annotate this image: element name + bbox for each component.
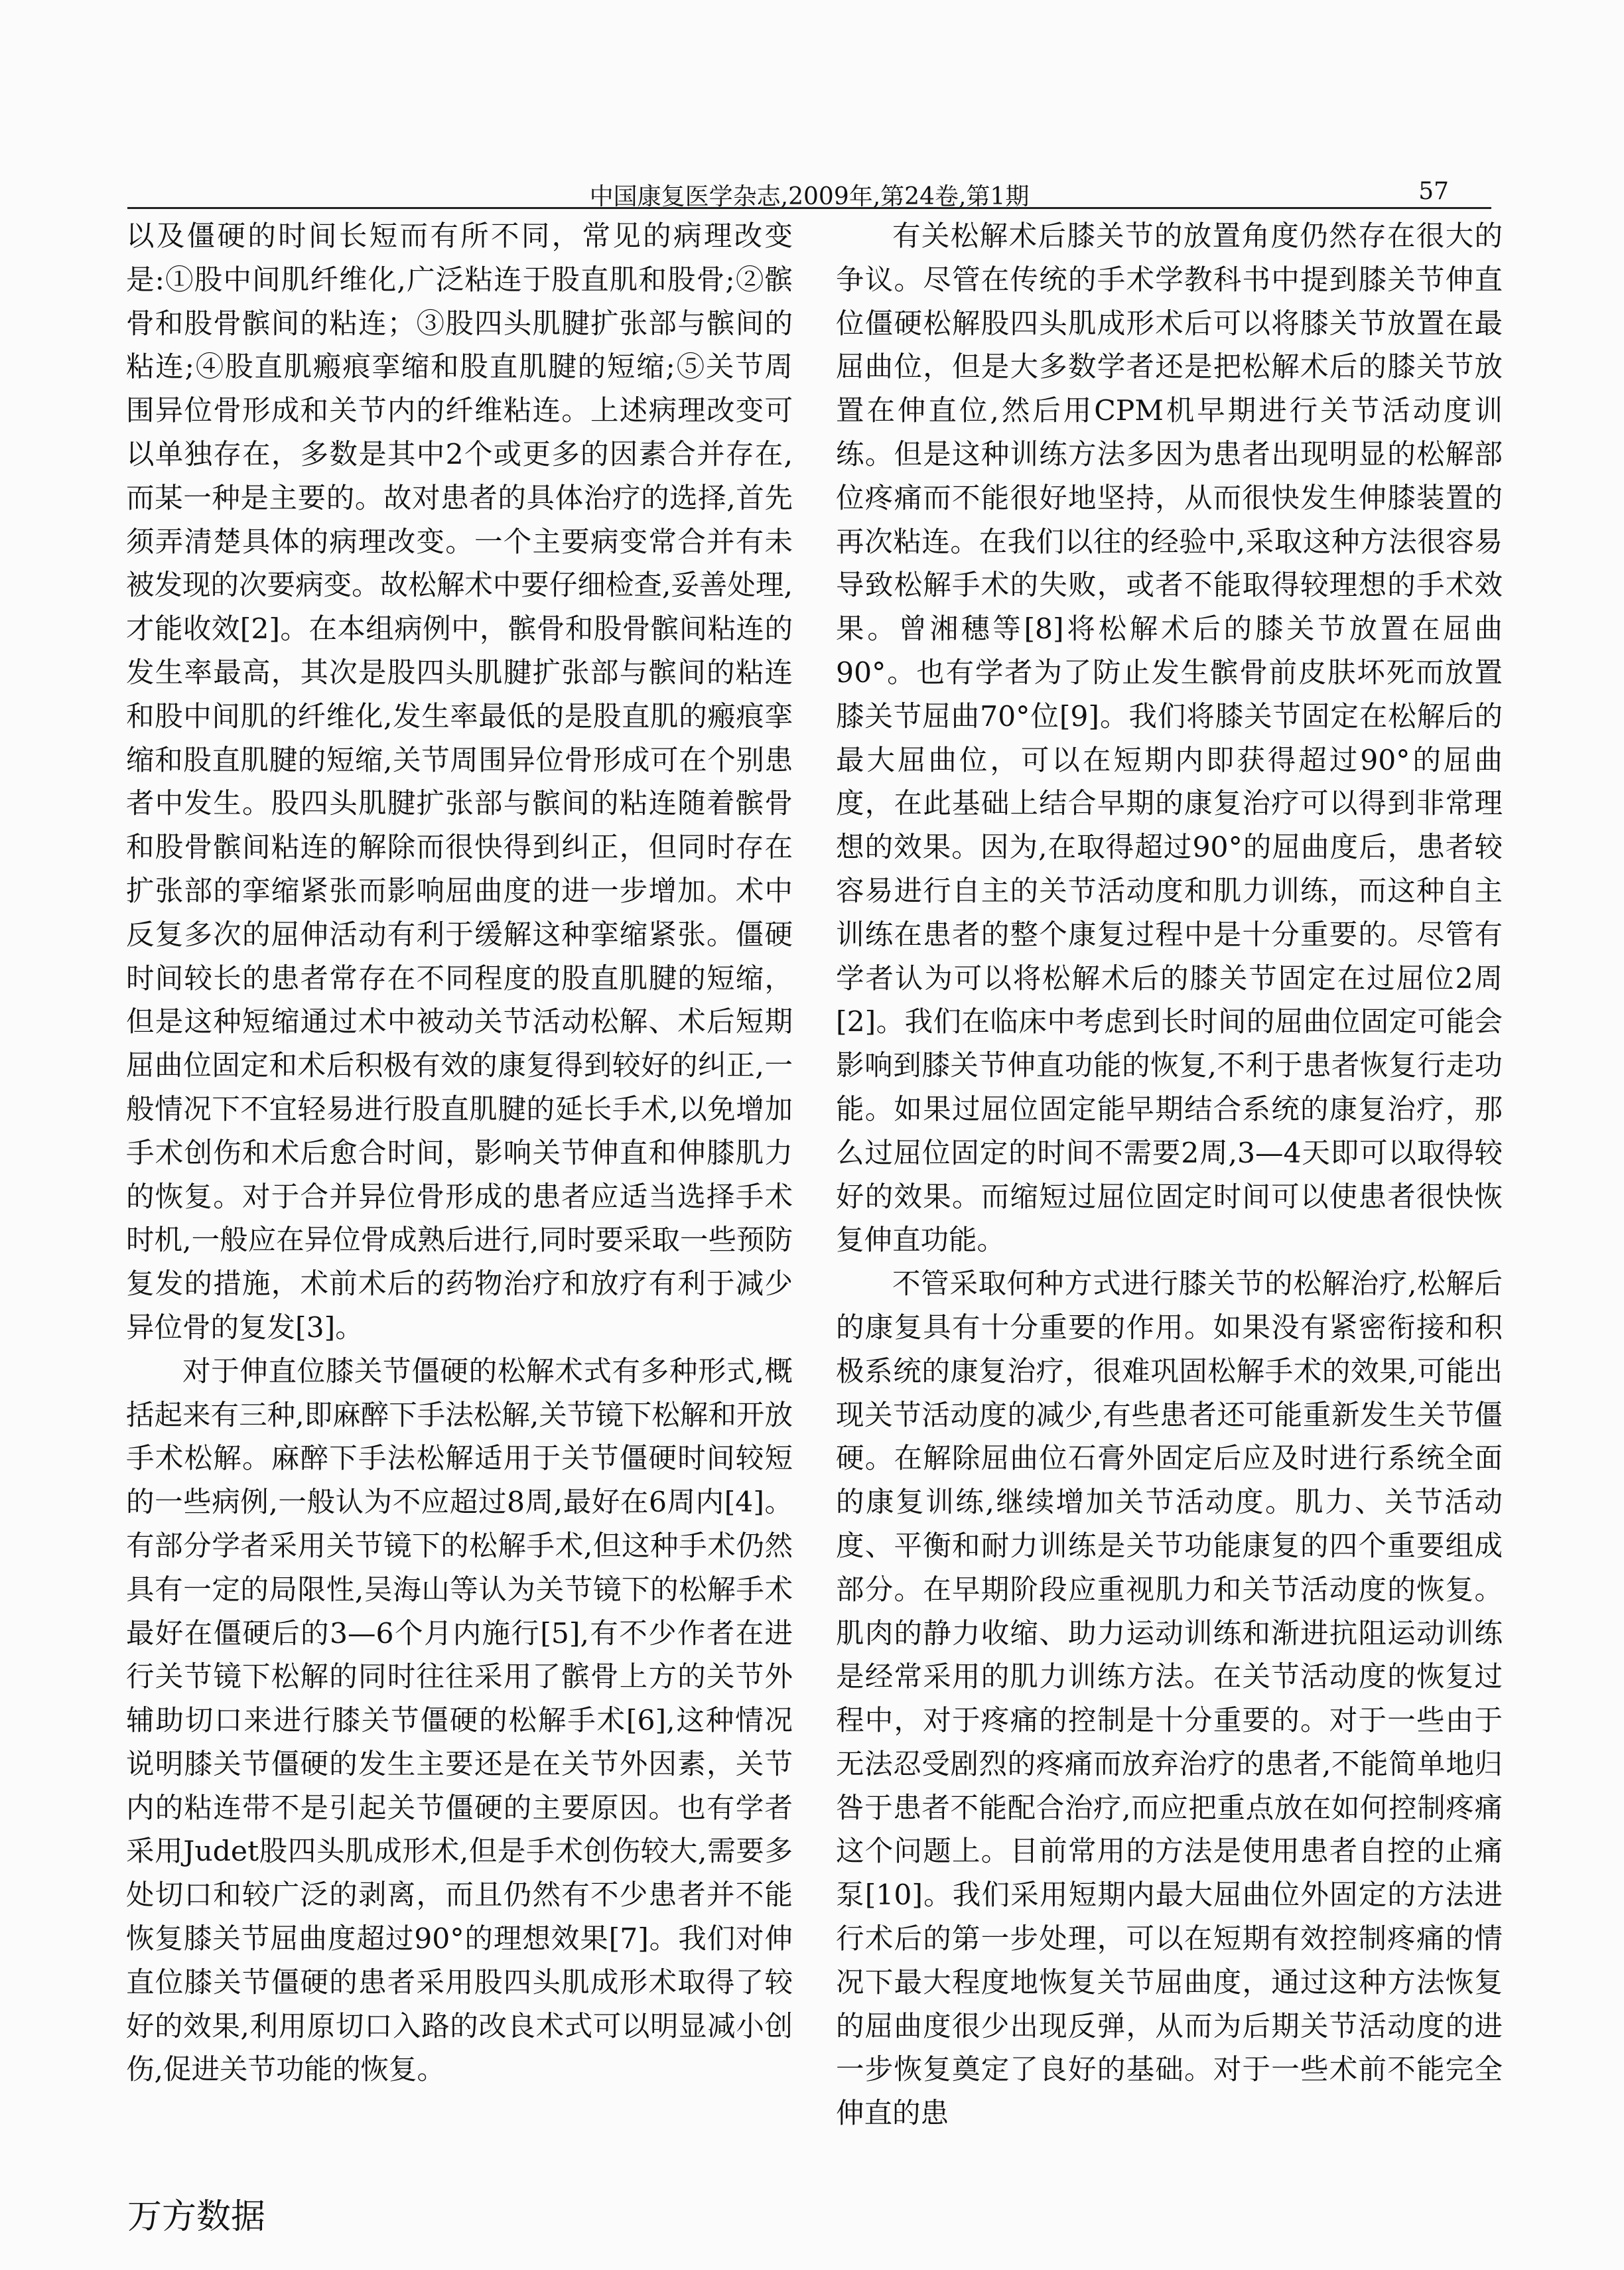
right-paragraph-1: 有关松解术后膝关节的放置角度仍然存在很大的争议。尽管在传统的手术学教科书中提到膝关节伸直位僵硬松解股四头肌成形术后可以将膝关节放置在最屈曲位，但是大多数学者还是把松解术后的膝关节放置在伸直位,然后用CPM机早期进行关节活动度训练。但是这种训练方法多因为患者出现明显的松解部位疼痛而不能很好地坚持，从而很快发生伸膝装置的再次粘连。在我们以往的经验中,采取这种方法很容易导致松解手术的失败，或者不能取得较理想的手术效果。曾湘穗等[8]将松解术后的膝关节放置在屈曲90°。也有学者为了防止发生髌骨前皮肤坏死而放置膝关节屈曲70°位[9]。我们将膝关节固定在松解后的最大屈曲位，可以在短期内即获得超过90°的屈曲度，在此基础上结合早期的康复治疗可以得到非常理想的效果。因为,在取得超过90°的屈曲度后，患者较容易进行自主的关节活动度和肌力训练，而这种自主训练在患者的整个康复过程中是十分重要的。尽管有学者认为可以将松解术后的膝关节固定在过屈位2周[2]。我们在临床中考虑到长时间的屈曲位固定可能会影响到膝关节伸直功能的恢复,不利于患者恢复行走功能。如果过屈位固定能早期结合系统的康复治疗，那么过屈位固定的时间不需要2周,3—4天即可以取得较好的效果。而缩短过屈位固定时间可以使患者很快恢复伸直功能。 <box>836 220 1503 1257</box>
watermark-footer: 万方数据 <box>127 2197 266 2237</box>
running-header <box>127 178 1491 210</box>
left-column <box>126 215 793 2092</box>
header-rule <box>127 207 1491 209</box>
left-paragraph-2: 对于伸直位膝关节僵硬的松解术式有多种形式,概括起来有三种,即麻醉下手法松解,关节镜下松解和开放手术松解。麻醉下手法松解适用于关节僵硬时间较短的一些病例,一般认为不应超过8周,最好在6周内[4]。有部分学者采用关节镜下的松解手术,但这种手术仍然具有一定的局限性,吴海山等认为关节镜下的松解手术最好在僵硬后的3—6个月内施行[5],有不少作者在进行关节镜下松解的同时往往采用了髌骨上方的关节外辅助切口来进行膝关节僵硬的松解手术[6],这种情况说明膝关节僵硬的发生主要还是在关节外因素，关节内的粘连带不是引起关节僵硬的主要原因。也有学者采用Judet股四头肌成形术,但是手术创伤较大,需要多处切口和较广泛的剥离，而且仍然有不少患者并不能恢复膝关节屈曲度超过90°的理想效果[7]。我们对伸直位膝关节僵硬的患者采用股四头肌成形术取得了较好的效果,利用原切口入路的改良术式可以明显减小创伤,促进关节功能的恢复。 <box>126 1355 793 2087</box>
right-paragraph-2: 不管采取何种方式进行膝关节的松解治疗,松解后的康复具有十分重要的作用。如果没有紧密衔接和积极系统的康复治疗，很难巩固松解手术的效果,可能出现关节活动度的减少,有些患者还可能重新发生关节僵硬。在解除屈曲位石膏外固定后应及时进行系统全面的康复训练,继续增加关节活动度。肌力、关节活动度、平衡和耐力训练是关节功能康复的四个重要组成部分。在早期阶段应重视肌力和关节活动度的恢复。肌肉的静力收缩、助力运动训练和渐进抗阻运动训练是经常采用的肌力训练方法。在关节活动度的恢复过程中，对于疼痛的控制是十分重要的。对于一些由于无法忍受剧烈的疼痛而放弃治疗的患者,不能简单地归咎于患者不能配合治疗,而应把重点放在如何控制疼痛这个问题上。目前常用的方法是使用患者自控的止痛泵[10]。我们采用短期内最大屈曲位外固定的方法进行术后的第一步处理，可以在短期有效控制疼痛的情况下最大程度地恢复关节屈曲度，通过这种方法恢复的屈曲度很少出现反弹，从而为后期关节活动度的进一步恢复奠定了良好的基础。对于一些术前不能完全伸直的患 <box>836 1268 1503 2131</box>
page-number: 57 <box>1418 178 1449 205</box>
right-column <box>836 215 1503 2136</box>
journal-citation: 中国康复医学杂志,2009年,第24卷,第1期 <box>589 183 1030 210</box>
left-paragraph-1: 以及僵硬的时间长短而有所不同，常见的病理改变是:①股中间肌纤维化,广泛粘连于股直肌和股骨;②髌骨和股骨髌间的粘连；③股四头肌腱扩张部与髌间的粘连;④股直肌瘢痕挛缩和股直肌腱的短缩;⑤关节周围异位骨形成和关节内的纤维粘连。上述病理改变可以单独存在，多数是其中2个或更多的因素合并存在,而某一种是主要的。故对患者的具体治疗的选择,首先须弄清楚具体的病理改变。一个主要病变常合并有未被发现的次要病变。故松解术中要仔细检查,妥善处理,才能收效[2]。在本组病例中，髌骨和股骨髌间粘连的发生率最高，其次是股四头肌腱扩张部与髌间的粘连和股中间肌的纤维化,发生率最低的是股直肌的瘢痕挛缩和股直肌腱的短缩,关节周围异位骨形成可在个别患者中发生。股四头肌腱扩张部与髌间的粘连随着髌骨和股骨髌间粘连的解除而很快得到纠正，但同时存在扩张部的挛缩紧张而影响屈曲度的进一步增加。术中反复多次的屈伸活动有利于缓解这种挛缩紧张。僵硬时间较长的患者常存在不同程度的股直肌腱的短缩，但是这种短缩通过术中被动关节活动松解、术后短期屈曲位固定和术后积极有效的康复得到较好的纠正,一般情况下不宜轻易进行股直肌腱的延长手术,以免增加手术创伤和术后愈合时间，影响关节伸直和伸膝肌力的恢复。对于合并异位骨形成的患者应适当选择手术时机,一般应在异位骨成熟后进行,同时要采取一些预防复发的措施，术前术后的药物治疗和放疗有利于减少异位骨的复发[3]。 <box>126 220 793 1344</box>
